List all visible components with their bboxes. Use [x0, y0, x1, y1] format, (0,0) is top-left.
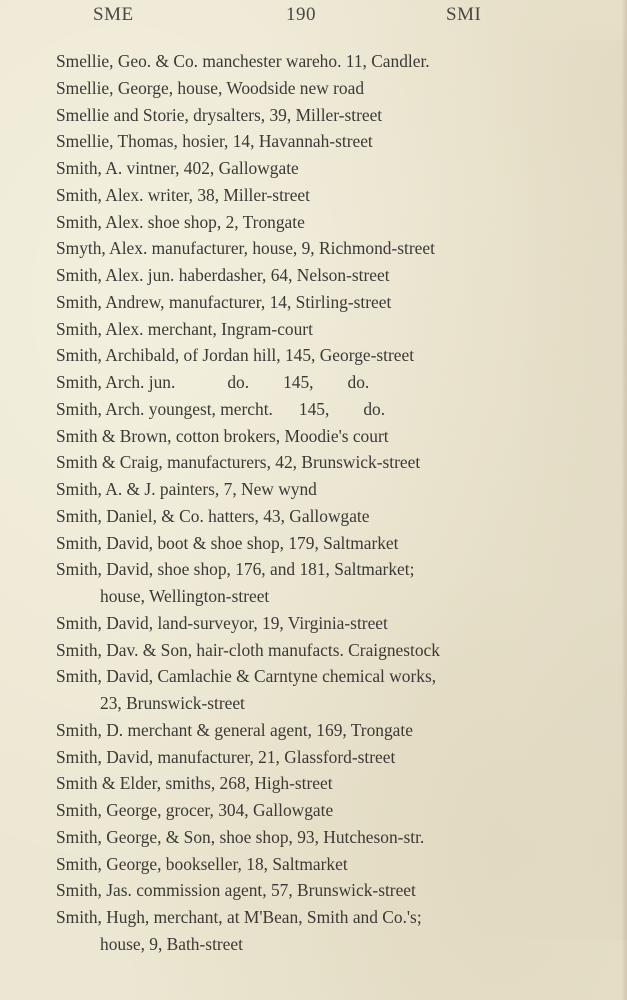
directory-entries — [56, 48, 556, 958]
directory-entry: Smith & Craig, manufacturers, 42, Brunswick-street — [56, 452, 421, 473]
directory-entry-continuation: house, Wellington-street — [100, 586, 270, 606]
entry-name: Smith, Arch. jun. — [56, 372, 176, 392]
directory-entry: Smith, George, grocer, 304, Gallowgate — [56, 800, 334, 820]
directory-entry-ditto — [56, 369, 556, 396]
directory-entry: Smith, David, boot & shoe shop, 179, Saltmarket — [56, 532, 399, 553]
directory-entry: Smith, George, bookseller, 18, Saltmarket — [56, 853, 348, 874]
directory-entry: Smith, George, & Son, shoe shop, 93, Hutcheson-str. — [56, 826, 425, 847]
directory-entry-continuation: house, 9, Bath-street — [100, 933, 243, 954]
directory-entry: Smith, Alex. writer, 38, Miller-street — [56, 184, 310, 205]
directory-entry: Smith, Archibald, of Jordan hill, 145, George-street — [56, 345, 415, 366]
ditto-street: do. — [363, 398, 386, 419]
directory-entry: Smellie, George, house, Woodside new road — [56, 77, 365, 98]
directory-entry: Smith, David, manufacturer, 21, Glassford-street — [56, 746, 396, 767]
directory-entry: Smellie, Thomas, hosier, 14, Havannah-street — [56, 131, 373, 152]
entry-name: Smith, Arch. youngest, mercht. — [56, 398, 273, 419]
directory-entry: Smith, David, land-surveyor, 19, Virginia-street — [56, 612, 388, 633]
directory-entry: Smellie and Storie, drysalters, 39, Miller-street — [56, 104, 383, 125]
entry-number: 145, — [298, 398, 330, 419]
running-head — [0, 4, 627, 30]
directory-entry: Smith, Andrew, manufacturer, 14, Stirling-street — [56, 291, 392, 312]
directory-entry: Smith, Alex. merchant, Ingram-court — [56, 318, 313, 339]
ditto-trade: do. — [227, 372, 250, 392]
directory-entry: Smith, Alex. jun. haberdasher, 64, Nelson-street — [56, 265, 390, 285]
directory-entry: Smith, D. merchant & general agent, 169, Trongate — [56, 719, 413, 740]
ditto-street: do. — [347, 372, 370, 392]
entry-number: 145, — [283, 372, 314, 392]
directory-entry: Smith, Daniel, & Co. hatters, 43, Gallowgate — [56, 505, 370, 526]
directory-entry: Smith, Alex. shoe shop, 2, Trongate — [56, 211, 305, 232]
directory-entry: Smith, A. vintner, 402, Gallowgate — [56, 158, 299, 178]
running-head-left: SME — [93, 4, 134, 25]
directory-entry: Smith, Jas. commission agent, 57, Brunswick-street — [56, 880, 416, 901]
running-head-right: SMI — [446, 4, 482, 25]
directory-entry-continuation: 23, Brunswick-street — [100, 693, 245, 713]
directory-entry: Smith, David, Camlachie & Carntyne chemical works, — [56, 666, 437, 687]
directory-entry: Smith, A. & J. painters, 7, New wynd — [56, 479, 317, 499]
directory-entry: Smith, Dav. & Son, hair-cloth manufacts. Craignestock — [56, 639, 440, 660]
directory-entry: Smith & Brown, cotton brokers, Moodie's court — [56, 425, 389, 446]
page-number: 190 — [286, 4, 316, 25]
directory-entry: Smith, Hugh, merchant, at M'Bean, Smith and Co.'s; — [56, 907, 422, 927]
page-edge-shadow — [621, 0, 627, 1000]
directory-entry: Smyth, Alex. manufacturer, house, 9, Richmond-street — [56, 238, 435, 259]
directory-entry: Smith, David, shoe shop, 176, and 181, Saltmarket; — [56, 559, 415, 580]
directory-entry: Smellie, Geo. & Co. manchester wareho. 11, Candler. — [56, 51, 430, 71]
directory-entry: Smith & Elder, smiths, 268, High-street — [56, 773, 333, 794]
directory-entry-ditto — [56, 396, 556, 423]
